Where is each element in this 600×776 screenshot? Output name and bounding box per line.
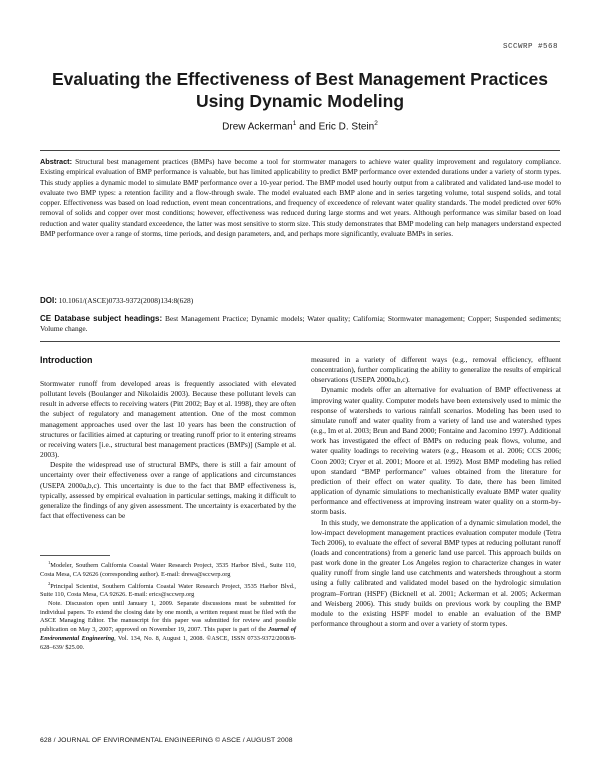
author-2-affil: 2 [374,120,378,127]
abstract [40,157,561,239]
authors [40,120,560,132]
author-2: and Eric D. Stein [296,121,375,133]
right-column [311,355,561,629]
footnote-1-text: Modeler, Southern California Coastal Water Research Project, 3535 Harbor Blvd., Suite 110, Costa Mesa, CA 92626 (corresponding author). E-mail: drewa@sccwrp.org [40,562,296,578]
journal-name: Journal of Environmental Engineering [40,626,296,642]
paper-title [40,68,560,112]
author-1: Drew Ackerman [222,121,293,133]
footnote-2-mark: 2 [48,580,51,586]
title-line-2: Using Dynamic Modeling [195,91,405,111]
section-heading-introduction: Introduction [40,355,93,365]
subject-headings-label: CE Database subject headings: [40,314,163,323]
divider-bottom [40,341,560,342]
footnotes [40,559,296,652]
intro-paragraph-2-cont: measured in a variety of different ways (e.g., removal efficiency, effluent concentration), further complicating the ability to generalize the results of empirical observations (USEPA 2000a,b,c). [311,355,561,385]
left-column [40,379,296,521]
divider-top [40,150,560,151]
intro-paragraph-3: Dynamic models offer an alternative for evaluation of BMP effectiveness at improving water quality. Computer models have been extensively used to mimic the response of watersheds to various rainfall scenarios. Modeling has been used to simulate runoff and water quality from a variety of land use and watershed types (e.g., Im et al. 2003; Brun and Band 2000; Fontaine and Jacomino 1997). Additional work has investigated the effect of BMPs on reducing peak flows, volume, and water quality loadings to receiving waters (e.g., Heasom et al. 2006; CCS 2006; Coon 2003; Cryer et al. 2001; Moore et al. 1992). Most BMP modeling has relied upon standard “BMP performance” values obtained from the literature for prediction of their effect on water quality. To date, there has been limited application of dynamic simulations to mechanistically evaluate BMP water quality performance and effectiveness at improving instream water quality on a storm-by-storm basis. [311,385,561,517]
footnote-rule [40,555,110,556]
report-id: SCCWRP #568 [502,43,558,51]
editorial-note-text-a: Note. Discussion open until January 1, 2009. Separate discussions must be submitted for individual papers. To extend the closing date by one month, a written request must be filed with the ASCE Managing Editor. The manuscript for this paper was submitted for review and possible publication on May 3, 2007; approved on November 19, 2007. This paper is part of the [40,600,296,634]
editorial-note [40,600,296,652]
footnote-2 [40,580,296,601]
title-line-1: Evaluating the Effectiveness of Best Management Practices [52,69,548,89]
footnote-2-text: Principal Scientist, Southern California Coastal Water Research Project, 3535 Harbor Blvd., Suite 110, Costa Mesa, CA 92626. E-mail: erics@sccwrp.org [40,582,296,599]
abstract-text: Structural best management practices (BMPs) have become a tool for stormwater managers to achieve water quality improvement and regulatory compliance. Existing empirical evaluation of BMP performance is valuable, but has limited applicability to predict BMP performance over extended durations under a variety of storm types. This study applies a dynamic model to simulate BMP performance over a 10-year period. The BMP model used hourly output from a calibrated and validated land-use model to evaluate two BMP types: a retention facility and a flow-through swale. The model evaluated each BMP alone and in series targeting volume, total suspend solids, and total copper. Effectiveness was based on load reduction, event mean concentrations, and frequency of exceedence of relevant water quality standards. The model predicted over 60% removal of solids and copper over most conditions; however, effectiveness was reduced during large storms and wet years. Although performance was similar based on load reduction and water quality standard exceedence, the latter was most sensitive to storm size. This study demonstrates that BMP modeling can help managers understand expected BMP performance over a range of storms, time periods, and design parameters, and, and perhaps more significantly, evaluate BMPs in series. [40,157,561,239]
abstract-label: Abstract: [40,157,73,166]
subject-headings-text: Best Management Practice; Dynamic models; Water quality; California; Stormwater management; Copper; Suspended sediments; Volume change. [40,314,561,334]
editorial-note-text-b: , Vol. 134, No. 8, August 1, 2008. ©ASCE, ISSN 0733-9372/2008/8-628–639/ $25.00. [40,634,296,651]
author-1-affil: 1 [292,120,297,127]
doi-label: DOI: [40,296,57,305]
intro-paragraph-4: In this study, we demonstrate the application of a dynamic simulation model, the low-impact development management practices evaluation computer module (Tetra Tech 2006), to evaluate the effect of several BMP types at reducing pollutant runoff (loads and concentrations) from a generic land use parcel. This approach builds on past work done in the greater Los Angeles region to characterize changes in water quality runoff from single land use catchments and watersheds throughout a storm using a fully calibrated and validated model based on the hydrologic simulation program–Fortran (HSPF) (Bicknell et al. 2001; Ackerman et al. 2005; Ackerman and Weisberg 2006). This study builds on previous work by coupling the BMP module to the existing HSPF model to enable an evaluation of the BMP performance throughout a storm and over a variety of storm types. [311,517,561,629]
page-footer: 628 / JOURNAL OF ENVIRONMENTAL ENGINEERING © ASCE / AUGUST 2008 [40,737,293,744]
footnote-1 [40,559,296,580]
intro-paragraph-2: Despite the widespread use of structural BMPs, there is still a fair amount of uncertainty over their effectiveness over a range of applications and circumstances (USEPA 2000a,b,c). This uncertainty is due to the fact that BMP effectiveness is, typically, assessed by empirical evaluation in particular settings, making it difficult to generalize the findings of any given assessment. The uncertainty is exacerbated by the fact that effectiveness can be [40,460,296,521]
doi-value: 10.1061/(ASCE)0733-9372(2008)134:8(628) [56,296,194,305]
intro-paragraph-1: Stormwater runoff from developed areas is frequently associated with elevated pollutant levels (Boulanger and Nikolaidis 2003). Because these pollutant levels can result in adverse effects to receiving waters (Pitt 2002; Bay et al. 1998), they are often the subject of regulatory and management attention. One of the most common management approaches used over the last 10 years has been the construction of structures or facilities aimed at capturing or treating runoff prior to it entering streams or receiving waters [i.e., structural best management practices (BMPs)] (Sample et al. 2003). [40,379,296,460]
doi [40,296,560,305]
footnote-1-mark: 1 [48,560,51,565]
subject-headings [40,314,561,335]
